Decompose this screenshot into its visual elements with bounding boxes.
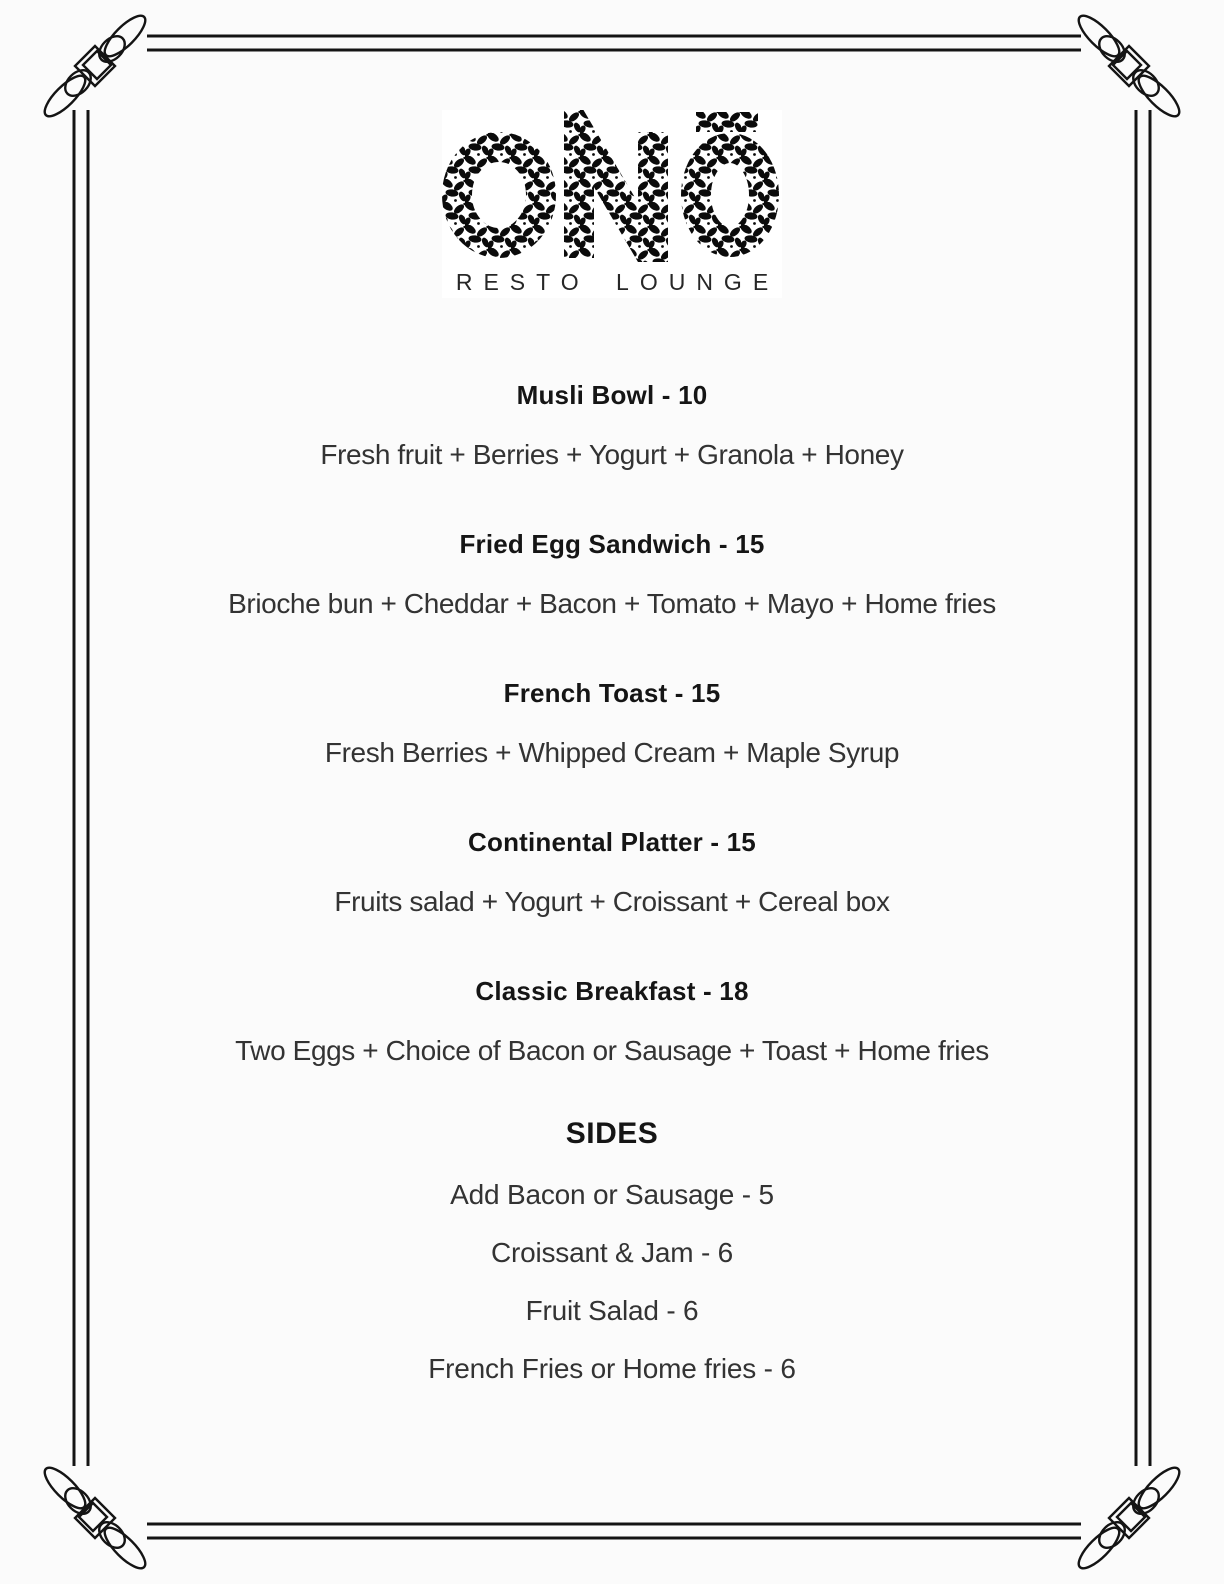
side-item: Croissant & Jam - 6 — [490, 1237, 734, 1268]
side-item: French Fries or Home fries - 6 — [428, 1353, 796, 1384]
menu-item-name: French Toast - 15 — [503, 678, 721, 708]
corner-ornament-bottom-right — [1073, 1462, 1185, 1574]
menu-item — [0, 978, 1224, 1065]
menu-item — [0, 531, 1224, 618]
corner-ornament-top-right — [1073, 10, 1185, 122]
menu-item-description: Fresh Berries + Whipped Cream + Maple Syrup — [324, 737, 900, 768]
menu-item — [0, 829, 1224, 916]
brand-logo-icon — [442, 110, 782, 262]
menu-item-description: Two Eggs + Choice of Bacon or Sausage + Toast + Home fries — [235, 1035, 989, 1066]
brand-tagline: RESTO LOUNGE — [455, 269, 780, 295]
menu-list — [0, 382, 1224, 1412]
menu-item — [0, 382, 1224, 469]
sides-section — [0, 1119, 1224, 1383]
brand-logo-block — [442, 110, 782, 298]
corner-ornament-bottom-left — [39, 1462, 151, 1574]
corner-ornament-top-left — [39, 10, 151, 122]
menu-item-name: Fried Egg Sandwich - 15 — [459, 529, 765, 559]
menu-item-description: Brioche bun + Cheddar + Bacon + Tomato + Mayo + Home fries — [228, 588, 996, 619]
menu-item — [0, 680, 1224, 767]
side-item: Add Bacon or Sausage - 5 — [450, 1179, 774, 1210]
menu-item-description: Fruits salad + Yogurt + Croissant + Cereal box — [334, 886, 890, 917]
menu-item-description: Fresh fruit + Berries + Yogurt + Granola + Honey — [320, 439, 904, 470]
menu-item-name: Musli Bowl - 10 — [516, 380, 708, 410]
side-item: Fruit Salad - 6 — [525, 1295, 699, 1326]
sides-heading: SIDES — [565, 1117, 659, 1150]
menu-item-name: Continental Platter - 15 — [468, 827, 756, 857]
menu-item-name: Classic Breakfast - 18 — [475, 976, 749, 1006]
